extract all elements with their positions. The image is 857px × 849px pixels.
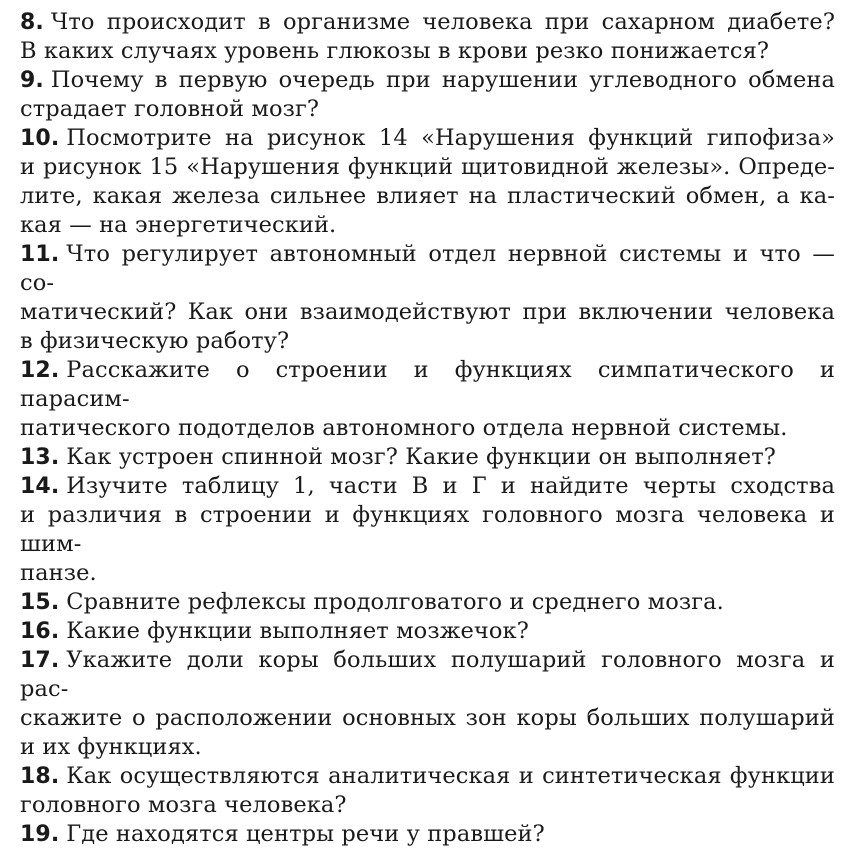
question-item [20,240,835,356]
question-text: головного мозга человека? [20,792,347,818]
question-number: 17. [20,648,60,673]
question-text: Укажите доли коры больших полушарий головного мозга и рас- [20,647,835,702]
question-line [20,501,835,559]
question-text: панзе. [20,560,97,586]
question-text: патического подотделов автономного отдела нервной системы. [20,415,788,441]
question-text: В каких случаях уровень глюкозы в крови резко понижается? [20,38,770,64]
question-number: 11. [20,242,60,267]
question-line [20,124,835,153]
question-text: лите, какая железа сильнее влияет на пластический обмен, а ка- [20,183,835,209]
question-text: и рисунок 15 «Нарушения функций щитовидной железы». Опреде- [20,154,835,180]
question-text: страдает головной мозг? [20,96,320,122]
question-number: 10. [20,126,60,151]
question-item [20,588,835,617]
question-line [20,153,835,182]
question-line [20,414,835,443]
question-text: Как устроен спинной мозг? Какие функции он выполняет? [66,444,776,470]
question-text: и различия в строении и функциях головного мозга человека и шим- [20,502,835,557]
question-number: 13. [20,445,60,470]
question-item [20,617,835,646]
question-text: скажите о расположении основных зон коры больших полушарий [20,705,835,731]
question-line [20,617,835,646]
question-number: 8. [20,10,44,35]
question-item [20,762,835,820]
question-item [20,8,835,66]
question-line [20,588,835,617]
question-item [20,124,835,240]
question-line [20,646,835,704]
question-text: и их функциях. [20,734,202,760]
question-line [20,327,835,356]
question-line [20,791,835,820]
question-number: 16. [20,619,60,644]
question-number: 19. [20,822,60,847]
question-line [20,66,835,95]
question-line [20,559,835,588]
question-number: 14. [20,474,60,499]
question-text: Как осуществляются аналитическая и синтетическая функции [66,763,835,789]
question-line [20,356,835,414]
question-item [20,646,835,762]
question-line [20,298,835,327]
question-item [20,356,835,443]
question-line [20,37,835,66]
question-line [20,704,835,733]
question-number: 15. [20,590,60,615]
question-line [20,240,835,298]
question-item [20,66,835,124]
question-line [20,443,835,472]
question-line [20,472,835,501]
question-number: 12. [20,358,60,383]
question-item [20,820,835,849]
question-line [20,95,835,124]
question-text: Что регулирует автономный отдел нервной системы и что — со- [20,241,835,296]
question-item [20,443,835,472]
question-text: Что происходит в организме человека при сахарном диабете? [50,9,835,35]
question-text: Почему в первую очередь при нарушении углеводного обмена [50,67,835,93]
question-number: 9. [20,68,44,93]
question-line [20,733,835,762]
question-text: Изучите таблицу 1, части В и Г и найдите черты сходства [66,473,835,499]
question-text: Какие функции выполняет мозжечок? [66,618,529,644]
question-line [20,8,835,37]
question-text: матический? Как они взаимодействуют при включении человека [20,299,835,325]
question-line [20,182,835,211]
question-text: Где находятся центры речи у правшей? [66,821,545,847]
question-line [20,820,835,849]
question-line [20,211,835,240]
question-line [20,762,835,791]
question-number: 18. [20,764,60,789]
question-text: в физическую работу? [20,328,290,354]
question-item [20,472,835,588]
question-text: Посмотрите на рисунок 14 «Нарушения функций гипофиза» [66,125,835,151]
question-text: Расскажите о строении и функциях симпатического и парасим- [20,357,835,412]
question-text: Сравните рефлексы продолговатого и среднего мозга. [66,589,724,615]
question-text: кая — на энергетический. [20,212,337,238]
